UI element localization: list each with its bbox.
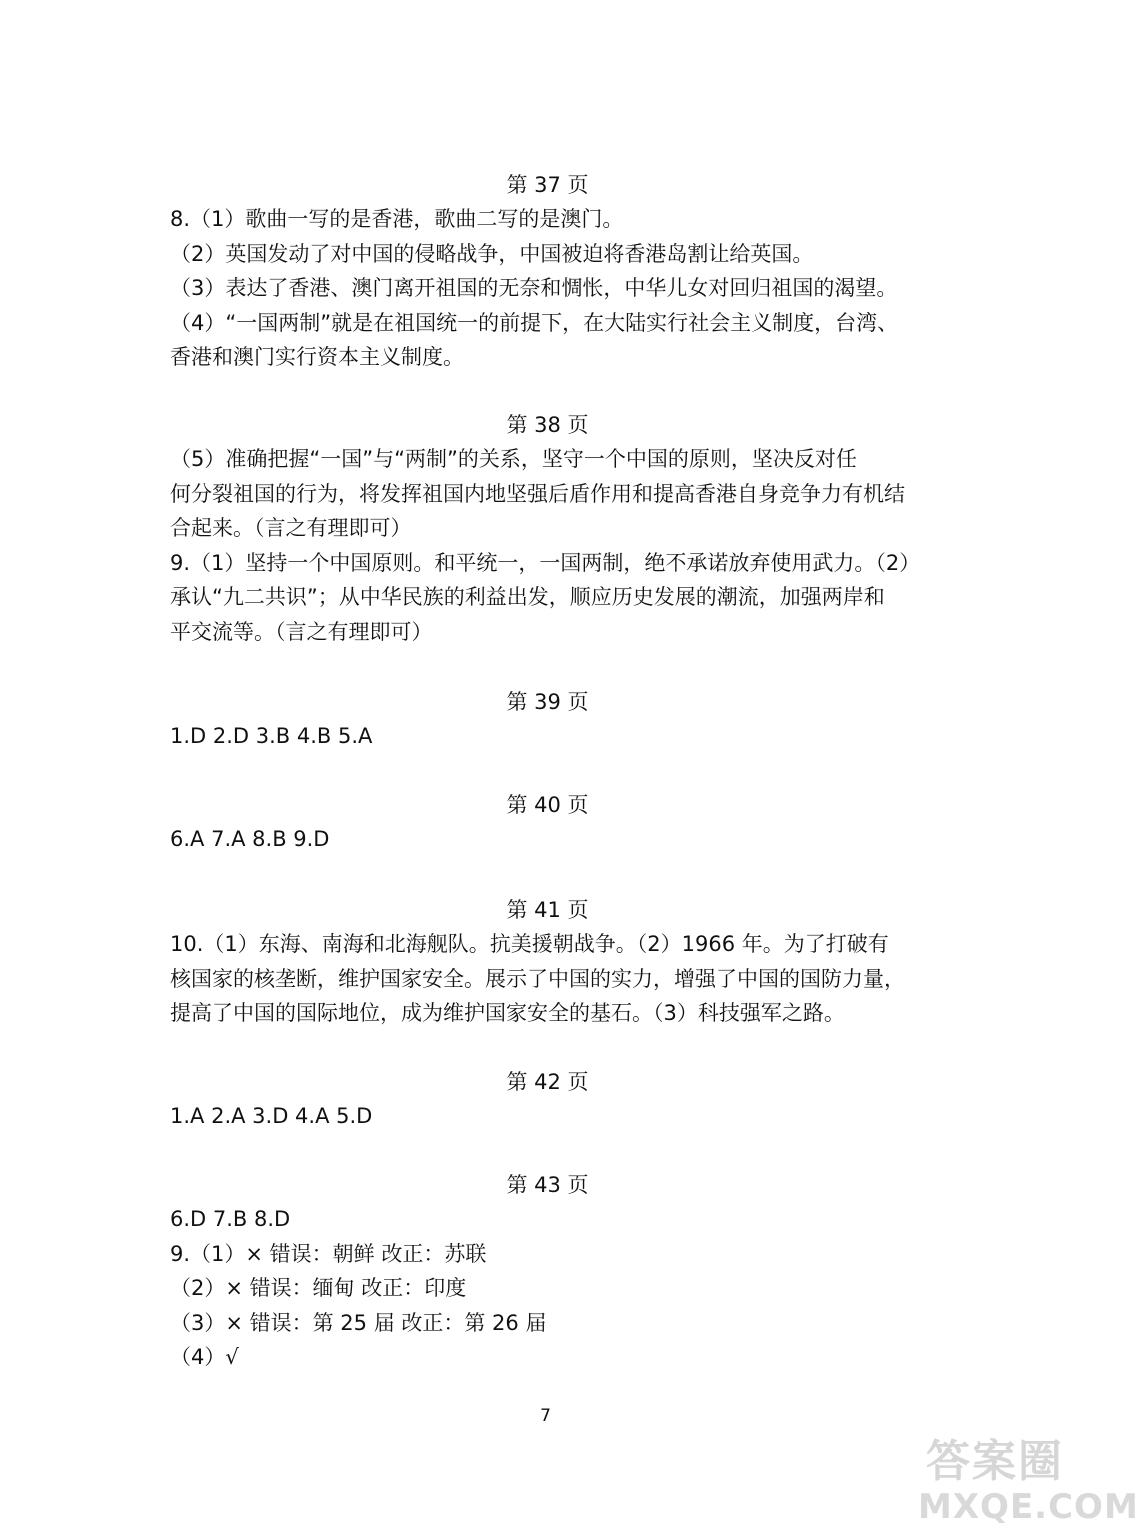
section-page-41 bbox=[170, 893, 925, 1031]
answer-line: （3）表达了香港、澳门离开祖国的无奈和惆怅，中华儿女对回归祖国的渴望。 bbox=[170, 276, 898, 300]
answer-line: 香港和澳门实行资本主义制度。 bbox=[170, 345, 464, 369]
answer-line: 承认“九二共识”；从中华民族的利益出发，顺应历史发展的潮流，加强两岸和 bbox=[170, 585, 885, 609]
answer-line: 8.（1）歌曲一写的是香港，歌曲二写的是澳门。 bbox=[170, 207, 624, 231]
answer-line: 6.A 7.A 8.B 9.D bbox=[170, 827, 330, 851]
section-title: 第 37 页 bbox=[506, 173, 589, 197]
page-number: 7 bbox=[540, 1406, 551, 1426]
answer-line: （2）英国发动了对中国的侵略战争，中国被迫将香港岛割让给英国。 bbox=[170, 241, 814, 266]
answer-line: 提高了中国的国际地位，成为维护国家安全的基石。（3）科技强军之路。 bbox=[170, 1001, 845, 1025]
answer-line: （3）× 错误：第 25 届 改正：第 26 届 bbox=[170, 1310, 547, 1335]
answer-line: 1.A 2.A 3.D 4.A 5.D bbox=[170, 1104, 373, 1128]
answer-line: （4）“一国两制”就是在祖国统一的前提下，在大陆实行社会主义制度，台湾、 bbox=[170, 310, 899, 335]
section-page-43 bbox=[170, 1168, 925, 1375]
watermark-bottom-text: MXQE.COM bbox=[918, 1487, 1139, 1527]
answer-line: 核国家的核垄断，维护国家安全。展示了中国的实力，增强了中国的国防力量， bbox=[170, 966, 905, 991]
answer-line: 10.（1）东海、南海和北海舰队。抗美援朝战争。（2）1966 年。为了打破有 bbox=[170, 932, 889, 956]
section-page-38 bbox=[170, 408, 925, 649]
answer-line: （2）× 错误：缅甸 改正：印度 bbox=[170, 1276, 467, 1300]
section-title: 第 41 页 bbox=[506, 898, 589, 922]
answer-line: 9.（1）坚持一个中国原则。和平统一，一国两制，绝不承诺放弃使用武力。（2） bbox=[170, 550, 921, 575]
section-title: 第 38 页 bbox=[506, 413, 589, 437]
site-watermark-logo bbox=[918, 1436, 1139, 1532]
section-title: 第 40 页 bbox=[506, 793, 589, 817]
answer-line: 1.D 2.D 3.B 4.B 5.A bbox=[170, 724, 373, 748]
section-page-42 bbox=[170, 1065, 925, 1134]
section-page-37 bbox=[170, 168, 925, 375]
answer-line: 何分裂祖国的行为，将发挥祖国内地坚强后盾作用和提高香港自身竞争力有机结 bbox=[170, 481, 905, 506]
answer-line: 9.（1）× 错误：朝鲜 改正：苏联 bbox=[170, 1241, 487, 1266]
section-title: 第 42 页 bbox=[506, 1070, 589, 1094]
watermark-top-text: 答案圈 bbox=[926, 1436, 1064, 1487]
answer-line: （5）准确把握“一国”与“两制”的关系，坚守一个中国的原则，坚决反对任 bbox=[170, 447, 857, 471]
section-title: 第 43 页 bbox=[506, 1173, 589, 1197]
section-title: 第 39 页 bbox=[506, 690, 589, 714]
answer-line: 6.D 7.B 8.D bbox=[170, 1207, 291, 1231]
answer-line: 合起来。（言之有理即可） bbox=[170, 516, 412, 540]
section-page-40 bbox=[170, 788, 925, 857]
answer-line: （4）√ bbox=[170, 1345, 239, 1369]
answer-line: 平交流等。（言之有理即可） bbox=[170, 619, 433, 644]
section-page-39 bbox=[170, 685, 925, 754]
